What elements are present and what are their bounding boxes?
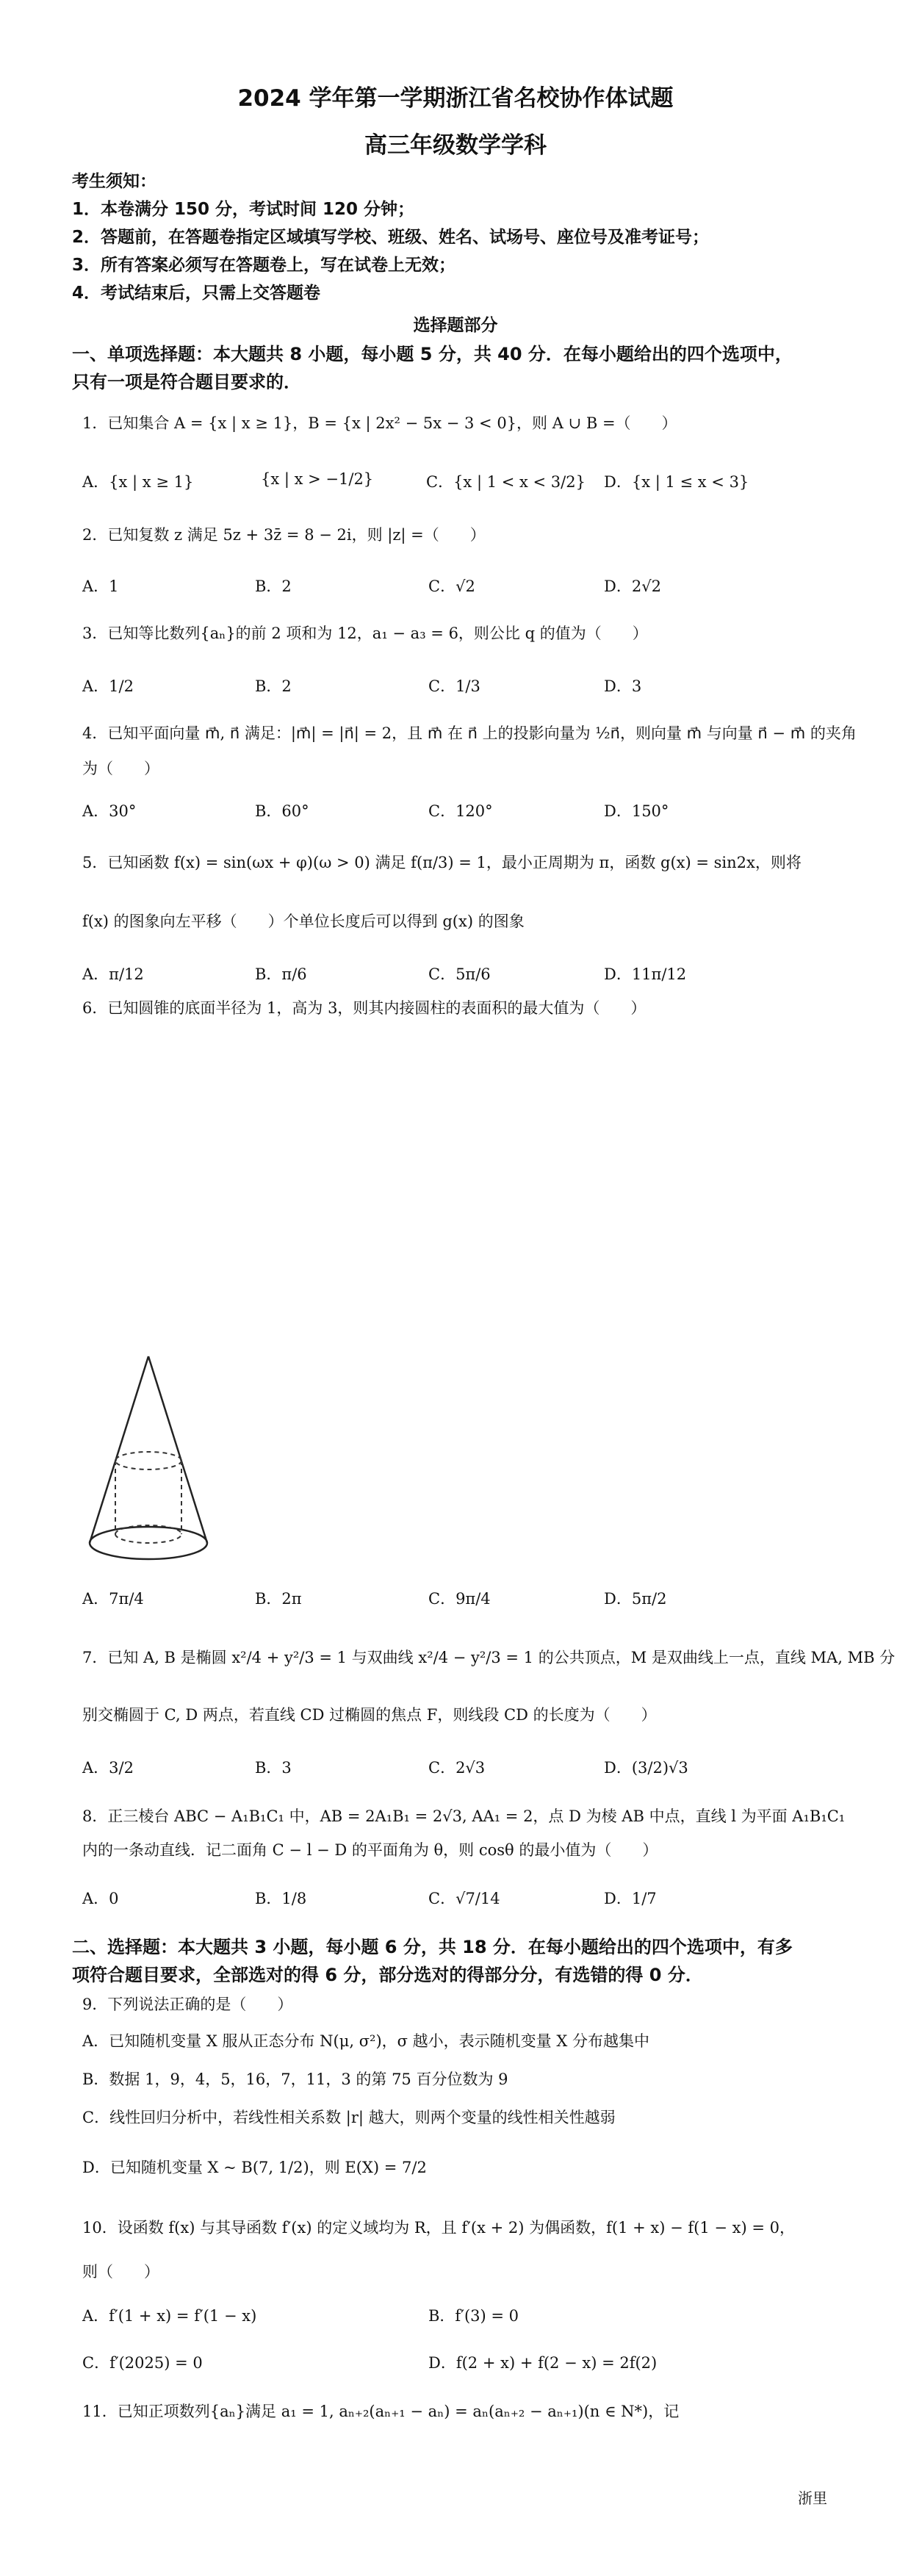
question-7-stem-2: 别交椭圆于 C, D 两点，若直线 CD 过椭圆的焦点 F，则线段 CD 的长度为（ ） [82, 1706, 657, 1724]
question-9-option-a: A．已知随机变量 X 服从正态分布 N(μ, σ²)，σ 越小，表示随机变量 X 分布越集中 [82, 2032, 649, 2050]
question-3-option-c: C．1/3 [428, 677, 480, 695]
question-7-option-a: A．3/2 [82, 1759, 134, 1777]
question-1-option-b: {x | x > −1/2} [261, 470, 374, 488]
question-4-option-b: B．60° [255, 802, 309, 820]
question-8-option-b: B．1/8 [255, 1890, 307, 1907]
page-footer: 浙里 [798, 2489, 827, 2507]
question-9-option-d: D．已知随机变量 X ~ B(7, 1/2)，则 E(X) = 7/2 [82, 2159, 427, 2176]
question-5-stem-2: f(x) 的图象向左平移（ ）个单位长度后可以得到 g(x) 的图象 [82, 913, 525, 930]
notice-item: 2．答题前，在答题卷指定区域填写学校、班级、姓名、试场号、座位号及准考证号； [72, 228, 710, 247]
question-2-option-c: C．√2 [428, 578, 475, 595]
question-11-stem: 11．已知正项数列{aₙ}满足 a₁ = 1, aₙ₊₂(aₙ₊₁ − aₙ) = aₙ(aₙ₊₂ − aₙ₊₁)(n ∈ N*)，记 [82, 2403, 680, 2420]
question-3-option-b: B．2 [255, 677, 292, 695]
question-5-stem: 5．已知函数 f(x) = sin(ωx + φ)(ω > 0) 满足 f(π/3) = 1，最小正周期为 π，函数 g(x) = sin2x，则将 [82, 854, 802, 871]
question-6-stem: 6．已知圆锥的底面半径为 1，高为 3，则其内接圆柱的表面积的最大值为（ ） [82, 999, 647, 1017]
question-1-option-d: D．{x | 1 ≤ x < 3} [604, 473, 749, 491]
question-6-option-c: C．9π/4 [428, 1590, 491, 1608]
part2-heading: 二、选择题：本大题共 3 小题，每小题 6 分，共 18 分．在每小题给出的四个选项中，有多 [72, 1937, 793, 1957]
question-1-option-c: C．{x | 1 < x < 3/2} [426, 473, 586, 491]
question-3-stem: 3．已知等比数列{aₙ}的前 2 项和为 12，a₁ − a₃ = 6，则公比 q 的值为（ ） [82, 625, 648, 642]
question-6-option-b: B．2π [255, 1590, 302, 1608]
question-2-option-a: A．1 [82, 578, 119, 595]
question-2-option-b: B．2 [255, 578, 292, 595]
exam-title: 2024 学年第一学期浙江省名校协作体试题 [237, 85, 674, 112]
notice-item: 3．所有答案必须写在答题卷上，写在试卷上无效； [72, 256, 456, 275]
question-10-stem: 10．设函数 f(x) 与其导函数 f′(x) 的定义域均为 R，且 f′(x + 2) 为偶函数，f(1 + x) − f(1 − x) = 0， [82, 2219, 795, 2237]
question-2-option-d: D．2√2 [604, 578, 661, 595]
question-4-stem: 4．已知平面向量 m⃗, n⃗ 满足：|m⃗| = |n⃗| = 2，且 m⃗ 在 n⃗ 上的投影向量为 ½n⃗，则向量 m⃗ 与向量 n⃗ − m⃗ 的夹角 [82, 724, 857, 742]
question-5-option-c: C．5π/6 [428, 965, 491, 983]
question-4-stem-2: 为（ ） [82, 760, 159, 777]
part2-heading-2: 项符合题目要求，全部选对的得 6 分，部分选对的得部分分，有选错的得 0 分． [72, 1965, 703, 1985]
question-4-option-d: D．150° [604, 802, 669, 820]
question-9-option-c: C．线性回归分析中，若线性相关系数 |r| 越大，则两个变量的线性相关性越弱 [82, 2109, 616, 2126]
question-5-option-a: A．π/12 [82, 965, 144, 983]
notice-item: 1．本卷满分 150 分，考试时间 120 分钟； [72, 200, 415, 219]
question-7-option-d: D．(3/2)√3 [604, 1759, 688, 1777]
question-8-option-d: D．1/7 [604, 1890, 657, 1907]
question-5-option-d: D．11π/12 [604, 965, 687, 983]
question-8-option-c: C．√7/14 [428, 1890, 500, 1907]
question-10-stem-2: 则（ ） [82, 2263, 159, 2281]
question-9-stem: 9．下列说法正确的是（ ） [82, 1996, 293, 2013]
notice-item: 4．考试结束后，只需上交答题卷 [72, 284, 321, 303]
question-8-stem: 8．正三棱台 ABC − A₁B₁C₁ 中，AB = 2A₁B₁ = 2√3, AA₁ = 2，点 D 为棱 AB 中点，直线 l 为平面 A₁B₁C₁ [82, 1807, 846, 1825]
question-9-option-b: B．数据 1，9，4，5，16，7，11，3 的第 75 百分位数为 9 [82, 2070, 508, 2088]
notice-heading: 考生须知： [72, 172, 156, 191]
question-7-stem: 7．已知 A, B 是椭圆 x²/4 + y²/3 = 1 与双曲线 x²/4 − y²/3 = 1 的公共顶点，M 是双曲线上一点，直线 MA, MB 分 [82, 1649, 896, 1666]
cone-right-edge [148, 1356, 207, 1543]
question-10-option-c: C．f′(2025) = 0 [82, 2354, 203, 2372]
part1-heading: 一、单项选择题：本大题共 8 小题，每小题 5 分，共 40 分．在每小题给出的四个选项中， [72, 344, 793, 364]
exam-subtitle: 高三年级数学学科 [364, 132, 547, 159]
question-10-option-a: A．f′(1 + x) = f′(1 − x) [82, 2307, 257, 2325]
question-4-option-a: A．30° [82, 802, 137, 820]
cone-cylinder-figure [82, 1350, 215, 1571]
question-1-stem: 1．已知集合 A = {x | x ≥ 1}，B = {x | 2x² − 5x − 3 < 0}，则 A ∪ B =（ ） [82, 414, 677, 432]
question-7-option-b: B．3 [255, 1759, 292, 1777]
part1-heading-2: 只有一项是符合题目要求的． [72, 372, 301, 392]
question-10-option-d: D．f(2 + x) + f(2 − x) = 2f(2) [428, 2354, 658, 2372]
question-3-option-d: D．3 [604, 677, 642, 695]
cylinder-top [115, 1452, 181, 1469]
question-10-option-b: B．f′(3) = 0 [428, 2307, 519, 2325]
question-3-option-a: A．1/2 [82, 677, 134, 695]
cylinder-bottom-front [115, 1534, 181, 1543]
question-8-option-a: A．0 [82, 1890, 119, 1907]
cone-left-edge [90, 1356, 148, 1543]
question-7-option-c: C．2√3 [428, 1759, 486, 1777]
question-4-option-c: C．120° [428, 802, 493, 820]
question-1-option-a: A．{x | x ≥ 1} [82, 473, 194, 491]
section-title: 选择题部分 [413, 316, 498, 335]
question-6-option-a: A．7π/4 [82, 1590, 144, 1608]
question-2-stem: 2．已知复数 z 满足 5z + 3z̄ = 8 − 2i，则 |z| =（ ） [82, 526, 486, 544]
question-5-option-b: B．π/6 [255, 965, 307, 983]
question-6-option-d: D．5π/2 [604, 1590, 667, 1608]
question-8-stem-2: 内的一条动直线．记二面角 C − l − D 的平面角为 θ，则 cosθ 的最小值为（ ） [82, 1841, 658, 1859]
